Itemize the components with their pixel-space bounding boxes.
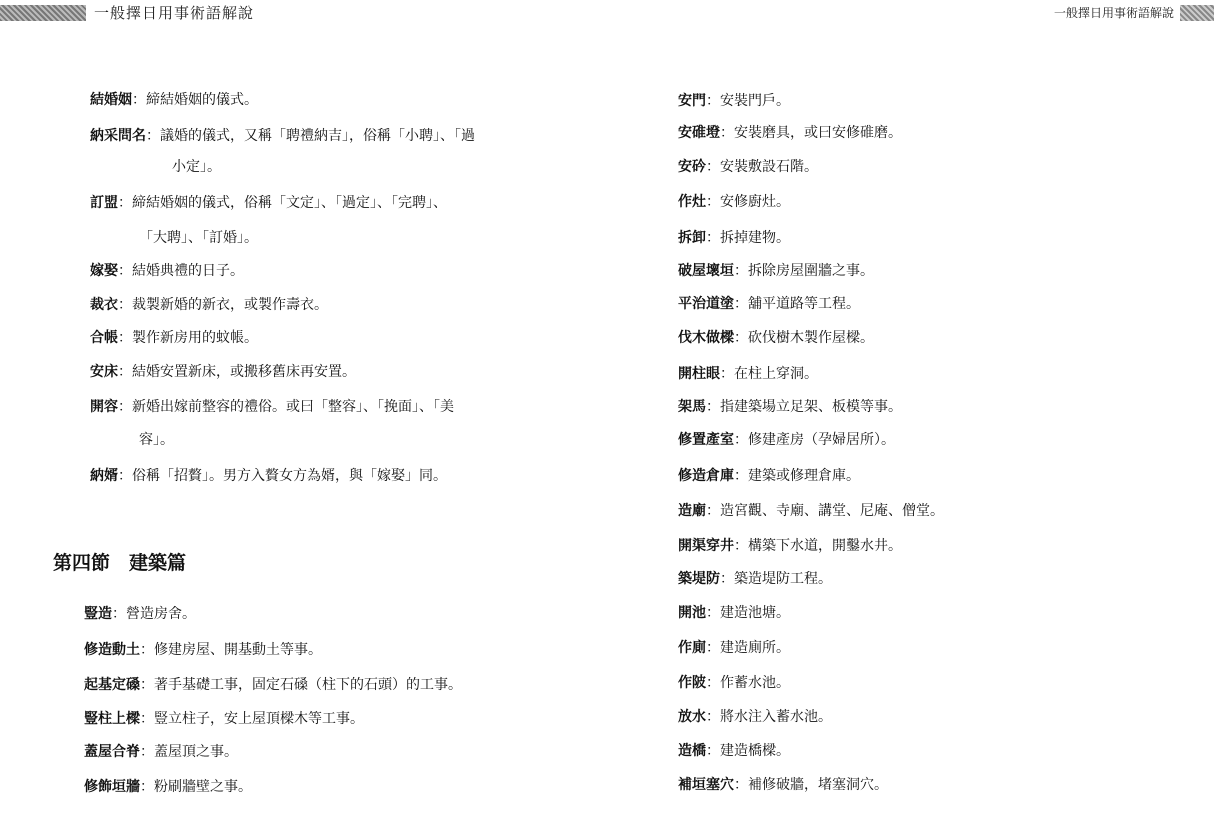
term: 訂盟	[90, 195, 118, 211]
entry: 造廟：造宮觀、寺廟、講堂、尼庵、僧堂。	[678, 503, 944, 519]
entry: 合帳：製作新房用的蚊帳。	[90, 330, 258, 346]
term: 嫁娶	[90, 263, 118, 279]
term: 築堤防	[678, 571, 720, 587]
entry: 豎造：營造房舍。	[84, 606, 196, 622]
definition: 在柱上穿洞。	[734, 366, 818, 382]
entry: 作廁：建造廁所。	[678, 640, 790, 656]
entry: 安砛：安裝敷設石階。	[678, 159, 818, 175]
definition: 築造堤防工程。	[734, 571, 832, 587]
definition: 安修廚灶。	[720, 194, 790, 210]
term: 拆卸	[678, 230, 706, 246]
running-title-right: 一般擇日用事術語解說	[1053, 5, 1174, 20]
definition: 建造池塘。	[720, 605, 790, 621]
definition: 砍伐樹木製作屋樑。	[748, 330, 874, 346]
definition: 豎立柱子，安上屋頂樑木等工事。	[154, 711, 364, 727]
term: 平治道塗	[678, 296, 734, 312]
term: 合帳	[90, 330, 118, 346]
right-page	[607, 0, 1214, 829]
definition-cont: 小定」。	[172, 159, 221, 175]
term: 架馬	[678, 399, 706, 415]
term: 安門	[678, 93, 706, 109]
entry: 安床：結婚安置新床，或搬移舊床再安置。	[90, 364, 356, 380]
entry: 納采問名：議婚的儀式，又稱「聘禮納吉」，俗稱「小聘」、「過	[90, 128, 475, 144]
entry: 修飾垣牆：粉刷牆壁之事。	[84, 779, 252, 795]
definition: 製作新房用的蚊帳。	[132, 330, 258, 346]
entry: 裁衣：裁製新婚的新衣，或製作壽衣。	[90, 297, 328, 313]
definition: 營造房舍。	[126, 606, 196, 622]
definition: 構築下水道，開鑿水井。	[748, 538, 902, 554]
entry-continuation	[139, 228, 258, 248]
entry: 結婚姻：締結婚姻的儀式。	[90, 92, 258, 108]
entry: 開柱眼：在柱上穿洞。	[678, 366, 818, 382]
term: 開容	[90, 399, 118, 415]
entry: 伐木做樑：砍伐樹木製作屋樑。	[678, 330, 874, 346]
term: 作陂	[678, 675, 706, 691]
definition-cont: 「大聘」、「訂婚」。	[139, 230, 258, 246]
entry: 安碓墱：安裝磨具，或曰安修碓磨。	[678, 125, 902, 141]
definition: 修建房屋、開基動土等事。	[154, 642, 322, 658]
entry: 架馬：指建築場立足架、板模等事。	[678, 399, 902, 415]
term: 破屋壞垣	[678, 263, 734, 279]
term: 補垣塞穴	[678, 777, 734, 793]
definition: 安裝門戶。	[720, 93, 790, 109]
entry: 補垣塞穴：補修破牆，堵塞洞穴。	[678, 777, 888, 793]
term: 放水	[678, 709, 706, 725]
term: 開渠穿井	[678, 538, 734, 554]
entry: 造橋：建造橋樑。	[678, 743, 790, 759]
term: 修飾垣牆	[84, 779, 140, 795]
entry: 嫁娶：結婚典禮的日子。	[90, 263, 244, 279]
entry: 破屋壞垣：拆除房屋圍牆之事。	[678, 263, 874, 279]
definition: 建造橋樑。	[720, 743, 790, 759]
entry-continuation	[172, 157, 221, 177]
term: 起基定磉	[84, 677, 140, 693]
term: 裁衣	[90, 297, 118, 313]
entry: 修置產室：修建產房（孕婦居所）。	[678, 432, 895, 448]
entry: 放水：將水注入蓄水池。	[678, 709, 832, 725]
entry: 蓋屋合脊：蓋屋頂之事。	[84, 744, 238, 760]
entry: 作灶：安修廚灶。	[678, 194, 790, 210]
term: 造廟	[678, 503, 706, 519]
definition: 締結婚姻的儀式，俗稱「文定」、「過定」、「完聘」、	[132, 195, 447, 211]
definition: 新婚出嫁前整容的禮俗。或曰「整容」、「挽面」、「美	[132, 399, 454, 415]
definition: 結婚典禮的日子。	[132, 263, 244, 279]
definition: 安裝敷設石階。	[720, 159, 818, 175]
entry: 開渠穿井：構築下水道，開鑿水井。	[678, 538, 902, 554]
definition: 將水注入蓄水池。	[720, 709, 832, 725]
entry: 訂盟：締結婚姻的儀式，俗稱「文定」、「過定」、「完聘」、	[90, 195, 447, 211]
definition: 造宮觀、寺廟、講堂、尼庵、僧堂。	[720, 503, 944, 519]
term: 修置產室	[678, 432, 734, 448]
definition: 建築或修理倉庫。	[748, 468, 860, 484]
running-title-left: 一般擇日用事術語解說	[94, 3, 255, 22]
term: 安碓墱	[678, 125, 720, 141]
term: 造橋	[678, 743, 706, 759]
definition: 議婚的儀式，又稱「聘禮納吉」，俗稱「小聘」、「過	[160, 128, 475, 144]
entry: 拆卸：拆掉建物。	[678, 230, 790, 246]
definition: 拆除房屋圍牆之事。	[748, 263, 874, 279]
term: 結婚姻	[90, 92, 132, 108]
term: 豎造	[84, 606, 112, 622]
term: 納采問名	[90, 128, 146, 144]
entry: 安門：安裝門戶。	[678, 93, 790, 109]
term: 作灶	[678, 194, 706, 210]
definition: 舖平道路等工程。	[748, 296, 860, 312]
entry: 豎柱上樑：豎立柱子，安上屋頂樑木等工事。	[84, 711, 364, 727]
definition: 著手基礎工事，固定石磉（柱下的石頭）的工事。	[154, 677, 462, 693]
term: 豎柱上樑	[84, 711, 140, 727]
entry: 納婿：俗稱「招贅」。男方入贅女方為婿，與「嫁娶」同。	[90, 468, 447, 484]
entry-continuation	[139, 430, 174, 450]
definition: 俗稱「招贅」。男方入贅女方為婿，與「嫁娶」同。	[132, 468, 447, 484]
definition: 締結婚姻的儀式。	[146, 92, 258, 108]
term: 安砛	[678, 159, 706, 175]
definition: 結婚安置新床，或搬移舊床再安置。	[132, 364, 356, 380]
definition: 拆掉建物。	[720, 230, 790, 246]
term: 納婿	[90, 468, 118, 484]
definition: 作蓄水池。	[720, 675, 790, 691]
term: 伐木做樑	[678, 330, 734, 346]
term: 安床	[90, 364, 118, 380]
entry: 作陂：作蓄水池。	[678, 675, 790, 691]
entry: 開池：建造池塘。	[678, 605, 790, 621]
entry: 起基定磉：著手基礎工事，固定石磉（柱下的石頭）的工事。	[84, 677, 462, 693]
term: 蓋屋合脊	[84, 744, 140, 760]
term: 開池	[678, 605, 706, 621]
definition: 蓋屋頂之事。	[154, 744, 238, 760]
entry: 築堤防：築造堤防工程。	[678, 571, 832, 587]
definition: 裁製新婚的新衣，或製作壽衣。	[132, 297, 328, 313]
entry: 平治道塗：舖平道路等工程。	[678, 296, 860, 312]
entry: 修造倉庫：建築或修理倉庫。	[678, 468, 860, 484]
definition: 修建產房（孕婦居所）。	[748, 432, 895, 448]
definition: 粉刷牆壁之事。	[154, 779, 252, 795]
section-title: 第四節 建築篇	[53, 552, 187, 574]
definition: 安裝磨具，或曰安修碓磨。	[734, 125, 902, 141]
definition: 補修破牆，堵塞洞穴。	[748, 777, 888, 793]
definition: 建造廁所。	[720, 640, 790, 656]
definition: 指建築場立足架、板模等事。	[720, 399, 902, 415]
term: 作廁	[678, 640, 706, 656]
term: 開柱眼	[678, 366, 720, 382]
term: 修造動土	[84, 642, 140, 658]
entry: 開容：新婚出嫁前整容的禮俗。或曰「整容」、「挽面」、「美	[90, 399, 454, 415]
entry: 修造動土：修建房屋、開基動土等事。	[84, 642, 322, 658]
definition-cont: 容」。	[139, 432, 174, 448]
term: 修造倉庫	[678, 468, 734, 484]
